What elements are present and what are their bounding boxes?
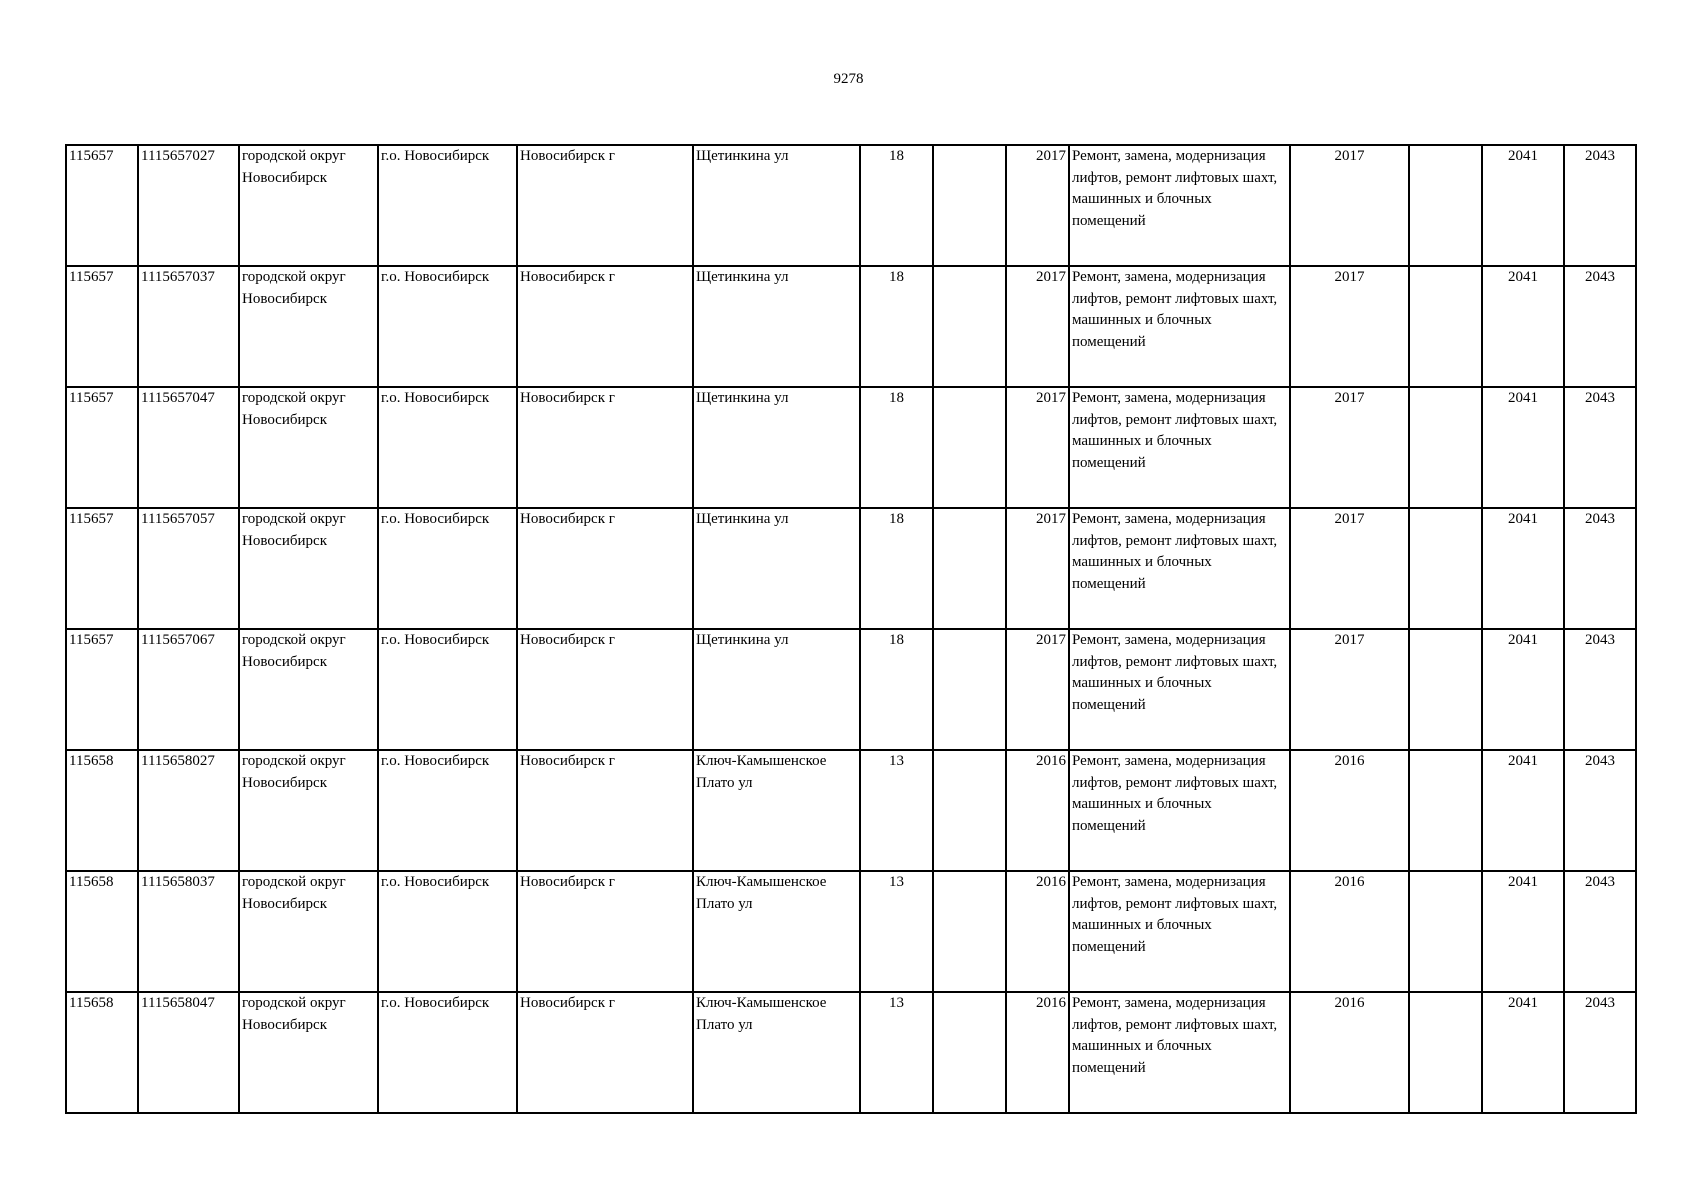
element-id-cell: 1115657047 [138,387,239,508]
last-repair-year-cell: 2016 [1006,871,1069,992]
planned-end-year-cell: 2043 [1564,629,1636,750]
empty-cell [1409,266,1482,387]
work-type-cell: Ремонт, замена, модернизация лифтов, ремонт лифтовых шахт, машинных и блочных помещений [1069,145,1290,266]
house-id-cell: 115658 [66,992,138,1113]
element-id-cell: 1115657027 [138,145,239,266]
empty-cell [1409,145,1482,266]
planned-start-year-cell: 2041 [1482,387,1564,508]
empty-cell [1409,750,1482,871]
house-number-cell: 18 [860,629,933,750]
settlement-cell: Новосибирск г [517,266,693,387]
element-id-cell: 1115658037 [138,871,239,992]
empty-cell [1409,871,1482,992]
planned-end-year-cell: 2043 [1564,992,1636,1113]
settlement-cell: Новосибирск г [517,145,693,266]
work-type-cell: Ремонт, замена, модернизация лифтов, ремонт лифтовых шахт, машинных и блочных помещений [1069,992,1290,1113]
element-id-cell: 1115658027 [138,750,239,871]
street-cell: Щетинкина ул [693,145,860,266]
municipality-cell: г.о. Новосибирск [378,145,517,266]
planned-start-year-cell: 2041 [1482,992,1564,1113]
municipality-cell: г.о. Новосибирск [378,387,517,508]
empty-cell [1409,508,1482,629]
settlement-cell: Новосибирск г [517,387,693,508]
house-id-cell: 115657 [66,629,138,750]
table-row [66,992,1636,1113]
house-number-cell: 18 [860,145,933,266]
registry-table [65,144,1637,1114]
last-repair-year-cell: 2017 [1006,387,1069,508]
settlement-cell: Новосибирск г [517,871,693,992]
element-id-cell: 1115658047 [138,992,239,1113]
table-row [66,145,1636,266]
element-id-cell: 1115657037 [138,266,239,387]
table-row [66,871,1636,992]
settlement-cell: Новосибирск г [517,629,693,750]
street-cell: Щетинкина ул [693,266,860,387]
house-number-cell: 18 [860,266,933,387]
house-id-cell: 115658 [66,750,138,871]
house-id-cell: 115657 [66,508,138,629]
table-row [66,387,1636,508]
work-year-cell: 2017 [1290,387,1409,508]
street-cell: Щетинкина ул [693,508,860,629]
house-number-cell: 13 [860,992,933,1113]
planned-start-year-cell: 2041 [1482,145,1564,266]
last-repair-year-cell: 2017 [1006,266,1069,387]
work-year-cell: 2017 [1290,145,1409,266]
planned-start-year-cell: 2041 [1482,629,1564,750]
table-body [66,145,1636,1113]
building-cell [933,387,1006,508]
last-repair-year-cell: 2016 [1006,750,1069,871]
municipality-cell: г.о. Новосибирск [378,508,517,629]
empty-cell [1409,629,1482,750]
building-cell [933,629,1006,750]
last-repair-year-cell: 2017 [1006,508,1069,629]
table-row [66,266,1636,387]
work-type-cell: Ремонт, замена, модернизация лифтов, ремонт лифтовых шахт, машинных и блочных помещений [1069,387,1290,508]
table-row [66,629,1636,750]
street-cell: Ключ-Камышенское Плато ул [693,992,860,1113]
building-cell [933,750,1006,871]
work-type-cell: Ремонт, замена, модернизация лифтов, ремонт лифтовых шахт, машинных и блочных помещений [1069,629,1290,750]
district-cell: городской округ Новосибирск [239,387,378,508]
work-year-cell: 2017 [1290,508,1409,629]
district-cell: городской округ Новосибирск [239,145,378,266]
house-id-cell: 115658 [66,871,138,992]
work-type-cell: Ремонт, замена, модернизация лифтов, ремонт лифтовых шахт, машинных и блочных помещений [1069,266,1290,387]
settlement-cell: Новосибирск г [517,508,693,629]
work-type-cell: Ремонт, замена, модернизация лифтов, ремонт лифтовых шахт, машинных и блочных помещений [1069,508,1290,629]
planned-end-year-cell: 2043 [1564,750,1636,871]
district-cell: городской округ Новосибирск [239,508,378,629]
work-type-cell: Ремонт, замена, модернизация лифтов, ремонт лифтовых шахт, машинных и блочных помещений [1069,750,1290,871]
planned-start-year-cell: 2041 [1482,508,1564,629]
building-cell [933,145,1006,266]
street-cell: Щетинкина ул [693,629,860,750]
empty-cell [1409,387,1482,508]
building-cell [933,992,1006,1113]
house-number-cell: 18 [860,508,933,629]
work-year-cell: 2017 [1290,266,1409,387]
element-id-cell: 1115657067 [138,629,239,750]
planned-end-year-cell: 2043 [1564,145,1636,266]
house-number-cell: 18 [860,387,933,508]
building-cell [933,871,1006,992]
street-cell: Ключ-Камышенское Плато ул [693,871,860,992]
planned-start-year-cell: 2041 [1482,750,1564,871]
house-number-cell: 13 [860,750,933,871]
empty-cell [1409,992,1482,1113]
house-id-cell: 115657 [66,387,138,508]
settlement-cell: Новосибирск г [517,992,693,1113]
district-cell: городской округ Новосибирск [239,750,378,871]
last-repair-year-cell: 2017 [1006,145,1069,266]
planned-end-year-cell: 2043 [1564,508,1636,629]
settlement-cell: Новосибирск г [517,750,693,871]
district-cell: городской округ Новосибирск [239,629,378,750]
house-id-cell: 115657 [66,266,138,387]
street-cell: Ключ-Камышенское Плато ул [693,750,860,871]
element-id-cell: 1115657057 [138,508,239,629]
last-repair-year-cell: 2016 [1006,992,1069,1113]
table-row [66,750,1636,871]
planned-start-year-cell: 2041 [1482,871,1564,992]
planned-end-year-cell: 2043 [1564,387,1636,508]
work-year-cell: 2016 [1290,992,1409,1113]
municipality-cell: г.о. Новосибирск [378,871,517,992]
house-number-cell: 13 [860,871,933,992]
table-row [66,508,1636,629]
municipality-cell: г.о. Новосибирск [378,750,517,871]
municipality-cell: г.о. Новосибирск [378,266,517,387]
planned-start-year-cell: 2041 [1482,266,1564,387]
planned-end-year-cell: 2043 [1564,871,1636,992]
planned-end-year-cell: 2043 [1564,266,1636,387]
work-type-cell: Ремонт, замена, модернизация лифтов, ремонт лифтовых шахт, машинных и блочных помещений [1069,871,1290,992]
municipality-cell: г.о. Новосибирск [378,629,517,750]
street-cell: Щетинкина ул [693,387,860,508]
district-cell: городской округ Новосибирск [239,871,378,992]
house-id-cell: 115657 [66,145,138,266]
district-cell: городской округ Новосибирск [239,992,378,1113]
work-year-cell: 2016 [1290,871,1409,992]
building-cell [933,266,1006,387]
last-repair-year-cell: 2017 [1006,629,1069,750]
municipality-cell: г.о. Новосибирск [378,992,517,1113]
page-number: 9278 [833,71,864,87]
work-year-cell: 2017 [1290,629,1409,750]
work-year-cell: 2016 [1290,750,1409,871]
building-cell [933,508,1006,629]
district-cell: городской округ Новосибирск [239,266,378,387]
